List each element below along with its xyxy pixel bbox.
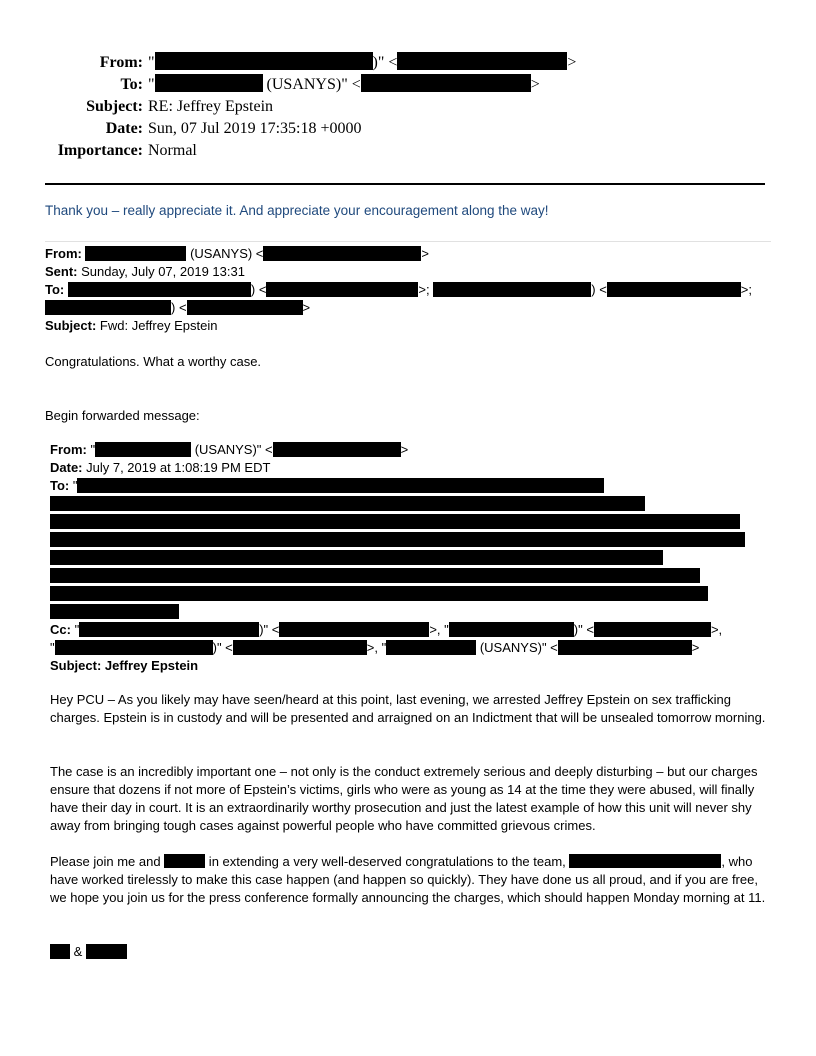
redaction (263, 246, 421, 261)
redaction (95, 442, 191, 457)
redaction (397, 52, 567, 70)
redaction (55, 640, 213, 655)
reply-text: Thank you – really appreciate it. And appreciate your encouragement along the way! (45, 203, 549, 218)
redaction (558, 640, 692, 655)
redaction (68, 282, 251, 297)
subject-value: RE: Jeffrey Epstein (148, 98, 274, 115)
redaction-bar (50, 514, 740, 529)
redaction (607, 282, 741, 297)
quote-divider (45, 241, 771, 242)
redaction-bar (50, 496, 645, 511)
redaction (86, 944, 127, 959)
redaction-bar (50, 532, 745, 547)
fwd1-sent-row: Sent: Sunday, July 07, 2019 13:31 (45, 264, 245, 279)
fwd2-date-row: Date: July 7, 2019 at 1:08:19 PM EDT (50, 460, 271, 475)
fwd1-body: Congratulations. What a worthy case. (45, 354, 262, 369)
header-from-row: From: " )" < > (0, 52, 576, 74)
redaction-bar (50, 550, 663, 565)
body-paragraph-2: The case is an incredibly important one – not only is the conduct extremely serious and deeply disturbing – but our charges ensure that dozens if not more of Epstein’s victims, girls who were as young as 14 at the time they were abused, will finally have their day in court. It is an extraordinarily worthy prosecution and just the latest example of how this unit will never shy away from bringing tough cases against powerful people who have committed grievous crimes. (50, 764, 758, 833)
signature: & (50, 943, 127, 961)
redaction-bar (50, 604, 179, 619)
fwd2-from-row: From: " (USANYS)" < > (50, 442, 409, 457)
fwd1-from-row: From: (USANYS) < > (45, 246, 429, 261)
header-importance-row (0, 140, 197, 162)
body-paragraph-3: Please join me and in extending a very well-deserved congratulations to the team, , who have worked tirelessly to make this case happen (and happen so quickly). They have done us all proud, and if you are free, we hope you join us for the press conference formally announcing the charges, which should happen Monday morning at 11. (50, 854, 766, 905)
redaction-bar (50, 568, 700, 583)
header-to-row: To: " (USANYS)" < > (0, 74, 540, 96)
redaction (187, 300, 303, 315)
fwd2-cc-row: Cc: " )" < >, " )" < >, (50, 622, 723, 637)
begin-forwarded: Begin forwarded message: (45, 408, 200, 423)
redaction-bar (50, 586, 708, 601)
body-paragraph-1: Hey PCU – As you likely may have seen/heard at this point, last evening, we arrested Jeffrey Epstein on sex trafficking charges. Epstein is in custody and will be presented and arraigned on an Indictment that will be unsealed tomorrow morning. (50, 692, 766, 725)
redaction (77, 478, 604, 493)
importance-value: Normal (148, 142, 197, 159)
from-label: From: (99, 54, 143, 71)
date-value: Sun, 07 Jul 2019 17:35:18 +0000 (148, 120, 362, 137)
redaction (266, 282, 418, 297)
importance-label: Importance: (57, 142, 143, 159)
header-date-row (0, 118, 361, 140)
redaction (155, 52, 373, 70)
fwd2-subject: Subject: Jeffrey Epstein (50, 658, 199, 673)
redaction (45, 300, 171, 315)
redaction (79, 622, 259, 637)
redaction (85, 246, 186, 261)
header-subject-row (0, 96, 273, 118)
fwd1-subject-row: Subject: Fwd: Jeffrey Epstein (45, 318, 218, 333)
redaction (386, 640, 476, 655)
redaction (594, 622, 711, 637)
fwd2-to-row: To: " (50, 477, 604, 495)
redaction (50, 944, 70, 959)
fwd1-to-row: To: ) < >; ) < >; (45, 282, 753, 297)
redaction (273, 442, 401, 457)
header-divider (45, 183, 765, 185)
redaction (361, 74, 531, 92)
subject-label: Subject: (86, 98, 143, 115)
redaction (164, 854, 205, 868)
redaction (449, 622, 574, 637)
redaction (155, 74, 263, 92)
redaction (569, 854, 721, 868)
fwd1-to-row-cont: ) < > (45, 299, 310, 317)
redaction (433, 282, 591, 297)
redaction (279, 622, 429, 637)
date-label: Date: (105, 120, 143, 137)
to-label: To: (120, 76, 143, 93)
fwd2-cc-row-cont: " )" < >, " (USANYS)" < > (50, 640, 700, 655)
redaction (233, 640, 367, 655)
